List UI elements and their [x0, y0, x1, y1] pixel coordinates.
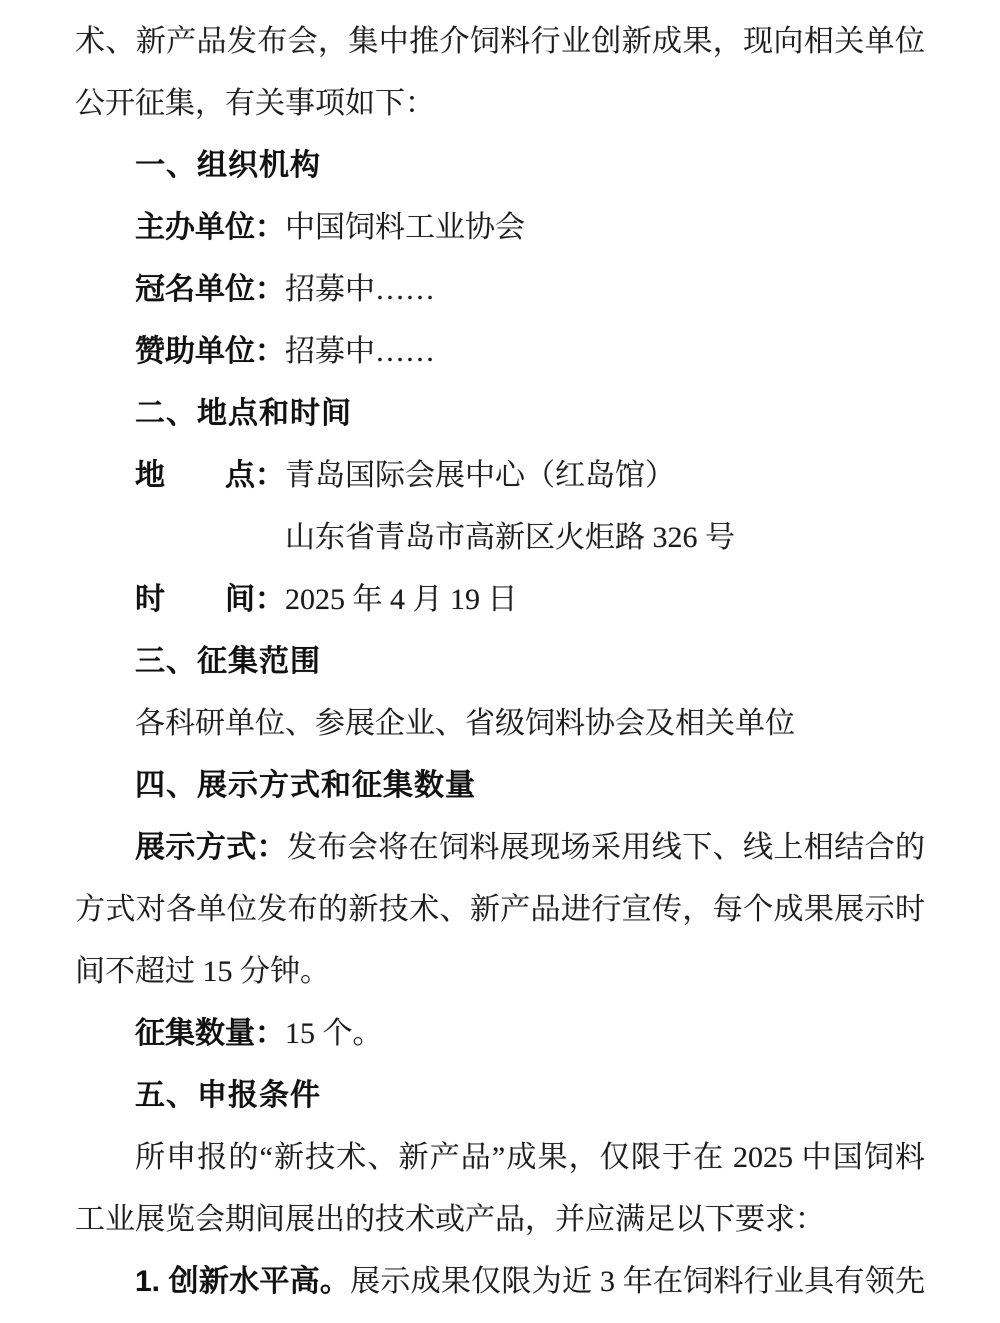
section-heading-2: 二、地点和时间 — [135, 397, 352, 430]
field-line-organizer — [75, 197, 925, 259]
field-value: 2025 年 4 月 19 日 — [285, 583, 518, 616]
field-label: 时 间： — [135, 583, 285, 616]
field-value: 中国饲料工业协会 — [285, 211, 525, 244]
field-label: 赞助单位： — [135, 335, 285, 368]
item-text: 展示成果仅限为近 3 年在饲料行业具有领先 — [350, 1265, 926, 1298]
field-label: 地 点： — [135, 459, 285, 492]
section-heading-3: 三、征集范围 — [135, 645, 321, 678]
section-heading-4: 四、展示方式和征集数量 — [135, 769, 476, 802]
field-value: 招募中…… — [285, 335, 435, 368]
field-value: 招募中…… — [285, 273, 435, 306]
field-label: 主办单位： — [135, 211, 285, 244]
body-line: 工业展览会期间展出的技术或产品，并应满足以下要求： — [75, 1203, 825, 1236]
field-line-location — [75, 445, 925, 507]
address-line: 山东省青岛市高新区火炬路 326 号 — [285, 521, 735, 554]
field-line-quantity — [75, 1003, 925, 1065]
field-value: 15 个。 — [285, 1017, 383, 1050]
numbered-item-1 — [75, 1251, 925, 1313]
field-line-time — [75, 569, 925, 631]
section-heading-1: 一、组织机构 — [135, 149, 321, 182]
field-label: 征集数量： — [135, 1017, 285, 1050]
body-line: 公开征集，有关事项如下： — [75, 87, 435, 120]
field-label: 冠名单位： — [135, 273, 285, 306]
section-heading-5: 五、申报条件 — [135, 1079, 321, 1112]
field-line-display-method — [75, 817, 925, 879]
body-line: 方式对各单位发布的新技术、新产品进行宣传，每个成果展示时 — [75, 893, 925, 926]
body-line: 间不超过 15 分钟。 — [75, 955, 330, 988]
field-line-title-sponsor — [75, 259, 925, 321]
field-value: 发布会将在饲料展现场采用线下、线上相结合的 — [287, 831, 925, 864]
body-line: 各科研单位、参展企业、省级饲料协会及相关单位 — [135, 707, 795, 740]
field-value: 青岛国际会展中心（红岛馆） — [285, 459, 675, 492]
item-label: 1. 创新水平高。 — [135, 1265, 351, 1298]
body-line: 所申报的“新技术、新产品”成果，仅限于在 2025 中国饲料 — [135, 1141, 925, 1174]
body-line: 术、新产品发布会，集中推介饲料行业创新成果，现向相关单位 — [75, 25, 925, 58]
field-label: 展示方式： — [135, 831, 287, 864]
field-line-sponsor — [75, 321, 925, 383]
